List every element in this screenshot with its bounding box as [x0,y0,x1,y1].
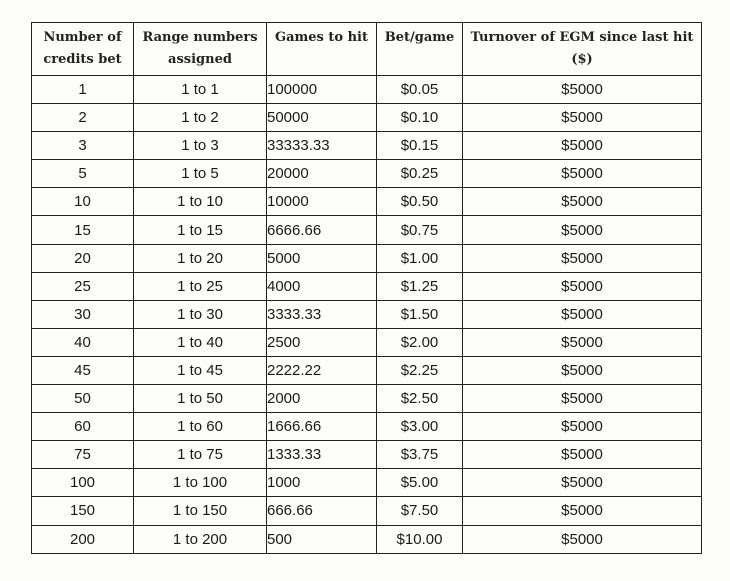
cell-range-numbers: 1 to 25 [134,272,267,300]
table-row [32,216,702,244]
table-row [32,385,702,413]
cell-games-to-hit: 20000 [267,160,377,188]
cell-games-to-hit: 2000 [267,385,377,413]
cell-credits-bet: 200 [32,525,134,553]
table-header [32,23,702,76]
cell-credits-bet: 3 [32,132,134,160]
cell-games-to-hit: 2222.22 [267,356,377,384]
cell-turnover: $5000 [463,104,702,132]
header-games-to-hit: Games to hit [267,23,377,76]
cell-range-numbers: 1 to 150 [134,497,267,525]
header-bet-per-game: Bet/game [377,23,463,76]
cell-range-numbers: 1 to 50 [134,385,267,413]
table-row [32,469,702,497]
table-row [32,244,702,272]
cell-bet-per-game: $7.50 [377,497,463,525]
cell-credits-bet: 2 [32,104,134,132]
cell-turnover: $5000 [463,469,702,497]
cell-range-numbers: 1 to 20 [134,244,267,272]
cell-credits-bet: 50 [32,385,134,413]
table-row [32,160,702,188]
cell-bet-per-game: $2.00 [377,328,463,356]
cell-games-to-hit: 1000 [267,469,377,497]
table-row [32,356,702,384]
cell-range-numbers: 1 to 1 [134,76,267,104]
cell-games-to-hit: 3333.33 [267,300,377,328]
table-row [32,132,702,160]
cell-bet-per-game: $5.00 [377,469,463,497]
cell-range-numbers: 1 to 30 [134,300,267,328]
cell-range-numbers: 1 to 15 [134,216,267,244]
cell-turnover: $5000 [463,497,702,525]
cell-range-numbers: 1 to 2 [134,104,267,132]
cell-range-numbers: 1 to 75 [134,441,267,469]
cell-turnover: $5000 [463,525,702,553]
cell-bet-per-game: $2.50 [377,385,463,413]
table-row [32,441,702,469]
cell-credits-bet: 100 [32,469,134,497]
cell-games-to-hit: 5000 [267,244,377,272]
table-row [32,413,702,441]
cell-bet-per-game: $0.15 [377,132,463,160]
cell-credits-bet: 30 [32,300,134,328]
table-body [32,76,702,554]
cell-turnover: $5000 [463,132,702,160]
cell-turnover: $5000 [463,356,702,384]
table-row [32,272,702,300]
cell-games-to-hit: 10000 [267,188,377,216]
cell-turnover: $5000 [463,328,702,356]
cell-bet-per-game: $3.75 [377,441,463,469]
cell-turnover: $5000 [463,300,702,328]
cell-turnover: $5000 [463,244,702,272]
cell-turnover: $5000 [463,160,702,188]
cell-bet-per-game: $0.25 [377,160,463,188]
cell-range-numbers: 1 to 3 [134,132,267,160]
cell-bet-per-game: $0.10 [377,104,463,132]
cell-games-to-hit: 1333.33 [267,441,377,469]
table-row [32,525,702,553]
cell-bet-per-game: $10.00 [377,525,463,553]
cell-games-to-hit: 100000 [267,76,377,104]
header-range-numbers: Range numbers assigned [134,23,267,76]
cell-credits-bet: 10 [32,188,134,216]
cell-bet-per-game: $3.00 [377,413,463,441]
cell-games-to-hit: 33333.33 [267,132,377,160]
cell-range-numbers: 1 to 60 [134,413,267,441]
table-row [32,76,702,104]
cell-games-to-hit: 500 [267,525,377,553]
cell-turnover: $5000 [463,76,702,104]
cell-turnover: $5000 [463,413,702,441]
cell-turnover: $5000 [463,441,702,469]
cell-credits-bet: 75 [32,441,134,469]
table-row [32,497,702,525]
cell-games-to-hit: 4000 [267,272,377,300]
cell-credits-bet: 45 [32,356,134,384]
cell-games-to-hit: 1666.66 [267,413,377,441]
cell-credits-bet: 15 [32,216,134,244]
cell-range-numbers: 1 to 5 [134,160,267,188]
cell-games-to-hit: 50000 [267,104,377,132]
cell-bet-per-game: $2.25 [377,356,463,384]
cell-range-numbers: 1 to 100 [134,469,267,497]
cell-bet-per-game: $1.00 [377,244,463,272]
table-row [32,328,702,356]
cell-range-numbers: 1 to 10 [134,188,267,216]
cell-bet-per-game: $1.50 [377,300,463,328]
cell-credits-bet: 60 [32,413,134,441]
cell-turnover: $5000 [463,272,702,300]
cell-range-numbers: 1 to 200 [134,525,267,553]
table-row [32,104,702,132]
header-credits-bet: Number of credits bet [32,23,134,76]
cell-turnover: $5000 [463,385,702,413]
cell-games-to-hit: 6666.66 [267,216,377,244]
cell-credits-bet: 150 [32,497,134,525]
cell-range-numbers: 1 to 45 [134,356,267,384]
table-row [32,300,702,328]
cell-games-to-hit: 666.66 [267,497,377,525]
header-turnover: Turnover of EGM since last hit ($) [463,23,702,76]
cell-credits-bet: 25 [32,272,134,300]
cell-range-numbers: 1 to 40 [134,328,267,356]
table-row [32,188,702,216]
cell-turnover: $5000 [463,216,702,244]
cell-credits-bet: 20 [32,244,134,272]
cell-bet-per-game: $1.25 [377,272,463,300]
cell-games-to-hit: 2500 [267,328,377,356]
cell-bet-per-game: $0.50 [377,188,463,216]
header-row [32,23,702,76]
egm-turnover-table [31,22,702,554]
cell-turnover: $5000 [463,188,702,216]
cell-bet-per-game: $0.05 [377,76,463,104]
cell-credits-bet: 5 [32,160,134,188]
cell-credits-bet: 1 [32,76,134,104]
cell-credits-bet: 40 [32,328,134,356]
cell-bet-per-game: $0.75 [377,216,463,244]
